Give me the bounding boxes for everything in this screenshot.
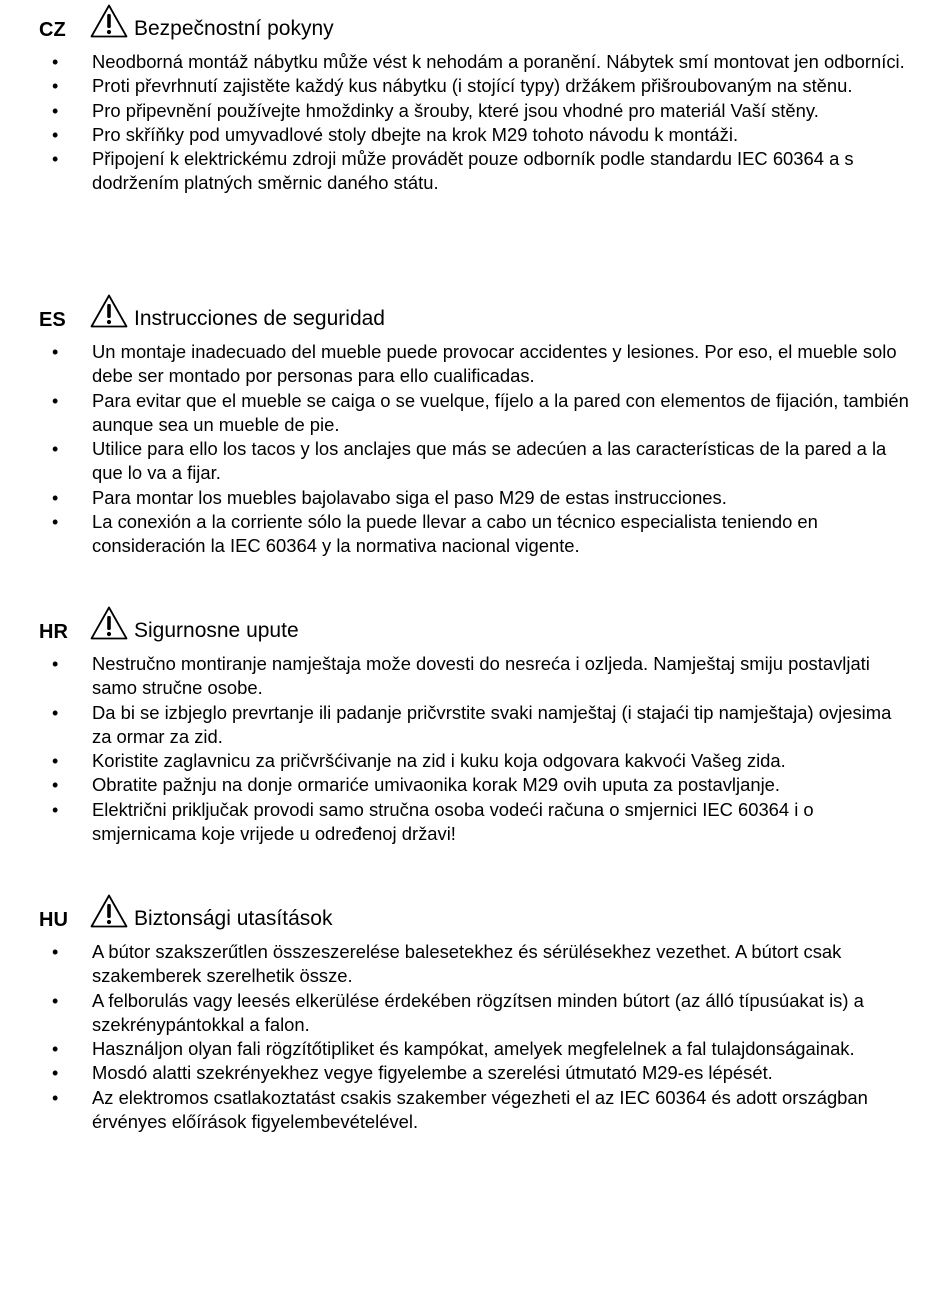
safety-section-hu: [0, 890, 950, 1133]
list-item: [0, 50, 950, 74]
list-item: [0, 798, 950, 847]
item-text: Koristite zaglavnicu za pričvršćivanje na zid i kuku koja odgovara kakvoći Vašeg zida.: [92, 750, 786, 772]
item-text: A bútor szakszerűtlen összeszerelése balesetekhez és sérülésekhez vezethet. A bútort csak szakemberek szerelhetik össze.: [92, 941, 842, 987]
language-code: HU: [39, 909, 68, 931]
bullet: •: [52, 100, 59, 121]
instruction-list: [0, 340, 950, 559]
bullet: •: [52, 1087, 59, 1108]
bullet: •: [52, 76, 59, 97]
list-item: [0, 510, 950, 559]
bullet: •: [52, 487, 59, 508]
bullet: •: [52, 942, 59, 962]
item-text: A felborulás vagy leesés elkerülése érdekében rögzítsen minden bútort (az álló típusúakat is) a szekrénypántokkal a falon.: [92, 989, 864, 1035]
item-text: Para evitar que el mueble se caiga o se vuelque, fíjelo a la pared con elementos de fijación, también aunque sea un mueble de pie.: [92, 389, 909, 435]
bullet: •: [52, 124, 59, 145]
bullet: •: [52, 775, 59, 796]
language-code: ES: [39, 309, 66, 331]
item-text: Proti převrhnutí zajistěte každý kus nábytku (i stojící typy) držákem přišroubovaným na stěnu.: [92, 75, 853, 97]
warning-triangle-icon: [89, 293, 129, 329]
item-text: Da bi se izbjeglo prevrtanje ili padanje pričvrstite svaki namještaj (i stajaći tip namještaja) ovjesima za ormar za zid.: [92, 701, 892, 747]
list-item: [0, 74, 950, 98]
bullet: •: [52, 439, 59, 460]
list-item: [0, 1086, 950, 1135]
item-text: Pro připevnění používejte hmoždinky a šrouby, které jsou vhodné pro materiál Vaší stěny.: [92, 99, 819, 121]
warning-triangle-icon: [89, 3, 129, 39]
list-item: [0, 989, 950, 1038]
list-item: [0, 940, 950, 989]
item-text: Nestručno montiranje namještaja može dovesti do nesreća i ozljeda. Namještaj smiju postavljati samo stručne osobe.: [92, 653, 870, 699]
item-text: Mosdó alatti szekrényekhez vegye figyelembe a szerelési útmutató M29-es lépését.: [92, 1062, 773, 1084]
section-heading: [0, 290, 950, 336]
safety-section-cz: [0, 0, 950, 194]
section-title: Instrucciones de seguridad: [134, 307, 385, 330]
bullet: •: [52, 390, 59, 411]
list-item: [0, 437, 950, 486]
safety-section-hr: [0, 602, 950, 845]
bullet: •: [52, 512, 59, 533]
section-heading: [0, 890, 950, 936]
item-text: Utilice para ello los tacos y los anclajes que más se adecúen a las características de la pared a la que lo va a fijar.: [92, 438, 887, 484]
section-title: Sigurnosne upute: [134, 619, 299, 642]
bullet: •: [52, 751, 59, 772]
list-item: [0, 701, 950, 750]
bullet: •: [52, 149, 59, 170]
item-text: Neodborná montáž nábytku může vést k nehodám a poranění. Nábytek smí montovat jen odborníci.: [92, 51, 905, 72]
bullet: •: [52, 52, 59, 72]
item-text: La conexión a la corriente sólo la puede llevar a cabo un técnico especialista teniendo en consideración la IEC 60364 y la normativa nacional vigente.: [92, 511, 818, 557]
warning-triangle-icon: [89, 893, 129, 929]
bullet: •: [52, 799, 59, 820]
list-item: [0, 749, 950, 773]
list-item: [0, 99, 950, 123]
list-item: [0, 1061, 950, 1085]
item-text: Připojení k elektrickému zdroji může provádět pouze odborník podle standardu IEC 60364 a s dodržením platných směrnic daného státu.: [92, 148, 854, 194]
bullet: •: [52, 702, 59, 723]
list-item: [0, 773, 950, 797]
section-heading: [0, 602, 950, 648]
section-title: Biztonsági utasítások: [134, 907, 333, 930]
list-item: [0, 123, 950, 147]
language-code: CZ: [39, 19, 66, 41]
warning-triangle-icon: [89, 605, 129, 641]
list-item: [0, 1037, 950, 1061]
item-text: Pro skříňky pod umyvadlové stoly dbejte na krok M29 tohoto návodu k montáži.: [92, 123, 739, 145]
list-item: [0, 340, 950, 389]
section-title: Bezpečnostní pokyny: [134, 17, 334, 40]
instruction-list: [0, 652, 950, 846]
instruction-list: [0, 940, 950, 1134]
list-item: [0, 486, 950, 510]
item-text: Használjon olyan fali rögzítőtipliket és kampókat, amelyek megfelelnek a fal tulajdonságainak.: [92, 1038, 855, 1060]
safety-section-es: [0, 290, 950, 557]
bullet: •: [52, 1063, 59, 1084]
item-text: Električni priključak provodi samo stručna osoba vodeći računa o smjernici IEC 60364 i o smjernicama koje vrijede u određenoj državi!: [92, 798, 814, 845]
section-heading: [0, 0, 950, 46]
list-item: [0, 389, 950, 438]
item-text: Obratite pažnju na donje ormariće umivaonika korak M29 ovih uputa za postavljanje.: [92, 774, 780, 796]
language-code: HR: [39, 621, 68, 643]
bullet: •: [52, 1039, 59, 1060]
bullet: •: [52, 990, 59, 1011]
instruction-list: [0, 50, 950, 196]
item-text: Un montaje inadecuado del mueble puede provocar accidentes y lesiones. Por eso, el mueble solo debe ser montado por personas para ello cualificadas.: [92, 341, 897, 387]
list-item: [0, 147, 950, 196]
item-text: Para montar los muebles bajolavabo siga el paso M29 de estas instrucciones.: [92, 486, 727, 508]
bullet: •: [52, 342, 59, 362]
bullet: •: [52, 654, 59, 674]
item-text: Az elektromos csatlakoztatást csakis szakember végezheti el az IEC 60364 és adott országban érvényes előírások figyelembevételével.: [92, 1086, 868, 1133]
list-item: [0, 652, 950, 701]
